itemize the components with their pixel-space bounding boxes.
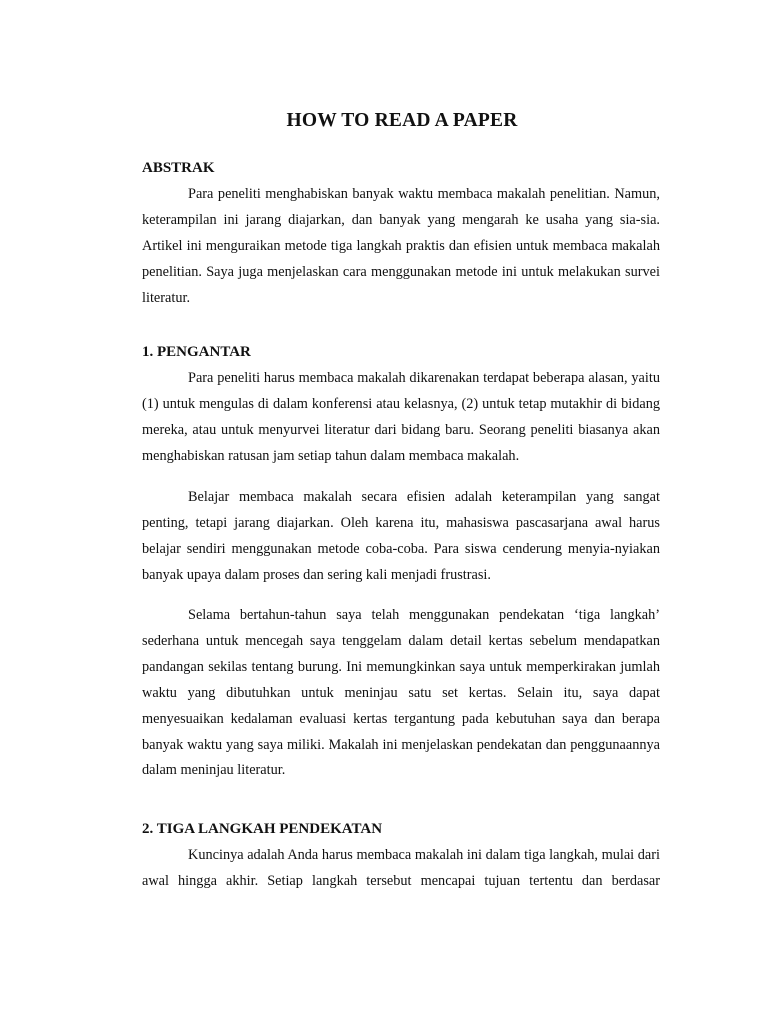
pengantar-paragraph-1: Para peneliti harus membaca makalah dikarenakan terdapat beberapa alasan, yaitu (1) untuk mengulas di dalam konferensi atau kelasnya, (2) untuk tetap mutakhir di bidang mereka, atau untuk menyurvei literatur dari bidang baru. Seorang peneliti biasanya akan menghabiskan ratusan jam setiap tahun dalam membaca makalah. (142, 370, 660, 464)
section-heading-pengantar: 1. PENGANTAR (142, 344, 251, 360)
pengantar-paragraph-3: Selama bertahun-tahun saya telah menggunakan pendekatan ‘tiga langkah’ sederhana untuk mencegah saya tenggelam dalam detail kertas sebelum mendapatkan pandangan sekilas tentang burung. Ini memungkinkan saya untuk memperkirakan jumlah waktu yang dibutuhkan untuk meninjau satu set kertas. Selain itu, saya dapat menyesuaikan kedalaman evaluasi kertas tergantung pada kebutuhan saya dan berapa banyak waktu yang saya miliki. Makalah ini menjelaskan pendekatan dan penggunaannya dalam meninjau literatur. (142, 607, 660, 779)
section-heading-tiga-langkah: 2. TIGA LANGKAH PENDEKATAN (142, 821, 383, 837)
pengantar-paragraph-2: Belajar membaca makalah secara efisien adalah keterampilan yang sangat penting, tetapi jarang diajarkan. Oleh karena itu, mahasiswa pascasarjana awal harus belajar sendiri menggunakan metode coba-coba. Para siswa cenderung menyia-nyiakan banyak upaya dalam proses dan sering kali menjadi frustrasi. (142, 489, 660, 583)
section-heading-abstrak: ABSTRAK (142, 160, 215, 176)
tiga-langkah-paragraph-1: Kuncinya adalah Anda harus membaca makalah ini dalam tiga langkah, mulai dari awal hingga akhir. Setiap langkah tersebut mencapai tujuan tertentu dan berdasar (142, 847, 660, 889)
abstract-paragraph: Para peneliti menghabiskan banyak waktu membaca makalah penelitian. Namun, keterampilan ini jarang diajarkan, dan banyak yang mengarah ke usaha yang sia-sia. Artikel ini menguraikan metode tiga langkah praktis dan efisien untuk membaca makalah penelitian. Saya juga menjelaskan cara menggunakan metode ini untuk melakukan survei literatur. (142, 186, 660, 306)
document-title: HOW TO READ A PAPER (286, 110, 518, 131)
